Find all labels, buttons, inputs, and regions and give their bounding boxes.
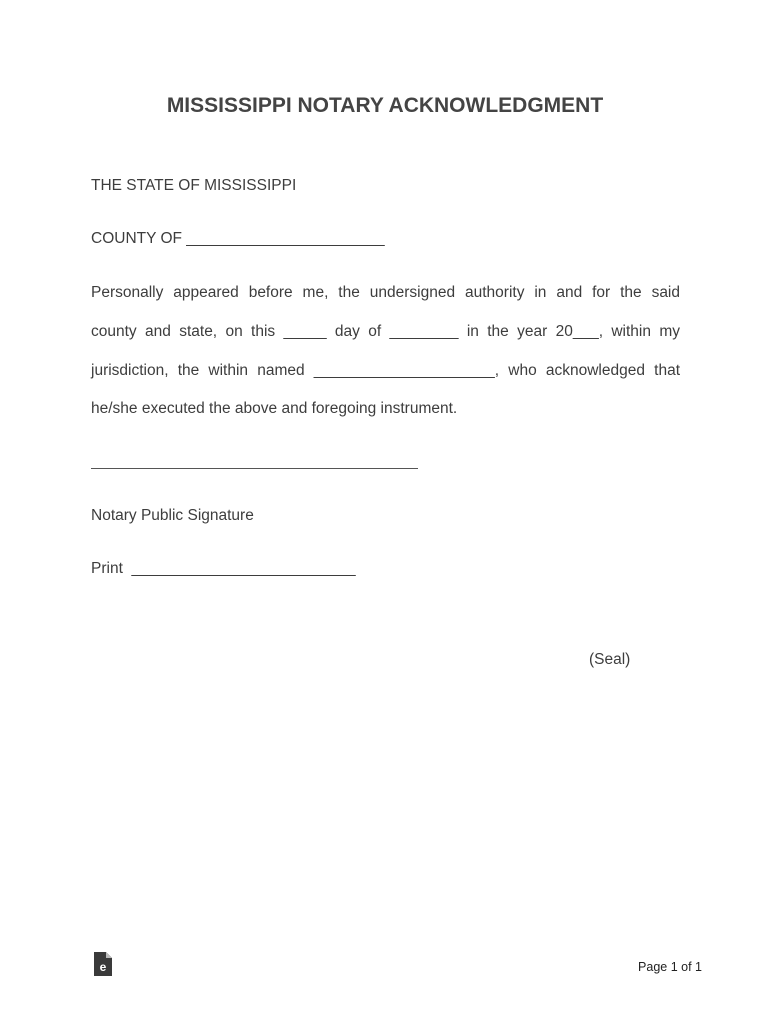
county-line: COUNTY OF _______________________ — [91, 230, 385, 247]
eforms-logo-icon — [94, 952, 112, 976]
print-line: Print __________________________ — [91, 560, 356, 577]
signature-label: Notary Public Signature — [91, 507, 254, 524]
paragraph-line-3: jurisdiction, the within named _____________________, who acknowledged that — [91, 362, 680, 379]
signature-line — [91, 468, 418, 469]
paragraph-line-1: Personally appeared before me, the undersigned authority in and for the said — [91, 284, 680, 301]
svg-text:e: e — [99, 960, 107, 974]
state-line: THE STATE OF MISSISSIPPI — [91, 177, 297, 194]
page-number: Page 1 of 1 — [638, 960, 702, 974]
seal-label: (Seal) — [589, 651, 631, 668]
paragraph-line-2: county and state, on this _____ day of ________ in the year 20___, within my — [91, 323, 680, 340]
paragraph-line-4: he/she executed the above and foregoing instrument. — [91, 400, 458, 417]
document-title: MISSISSIPPI NOTARY ACKNOWLEDGMENT — [166, 94, 604, 117]
